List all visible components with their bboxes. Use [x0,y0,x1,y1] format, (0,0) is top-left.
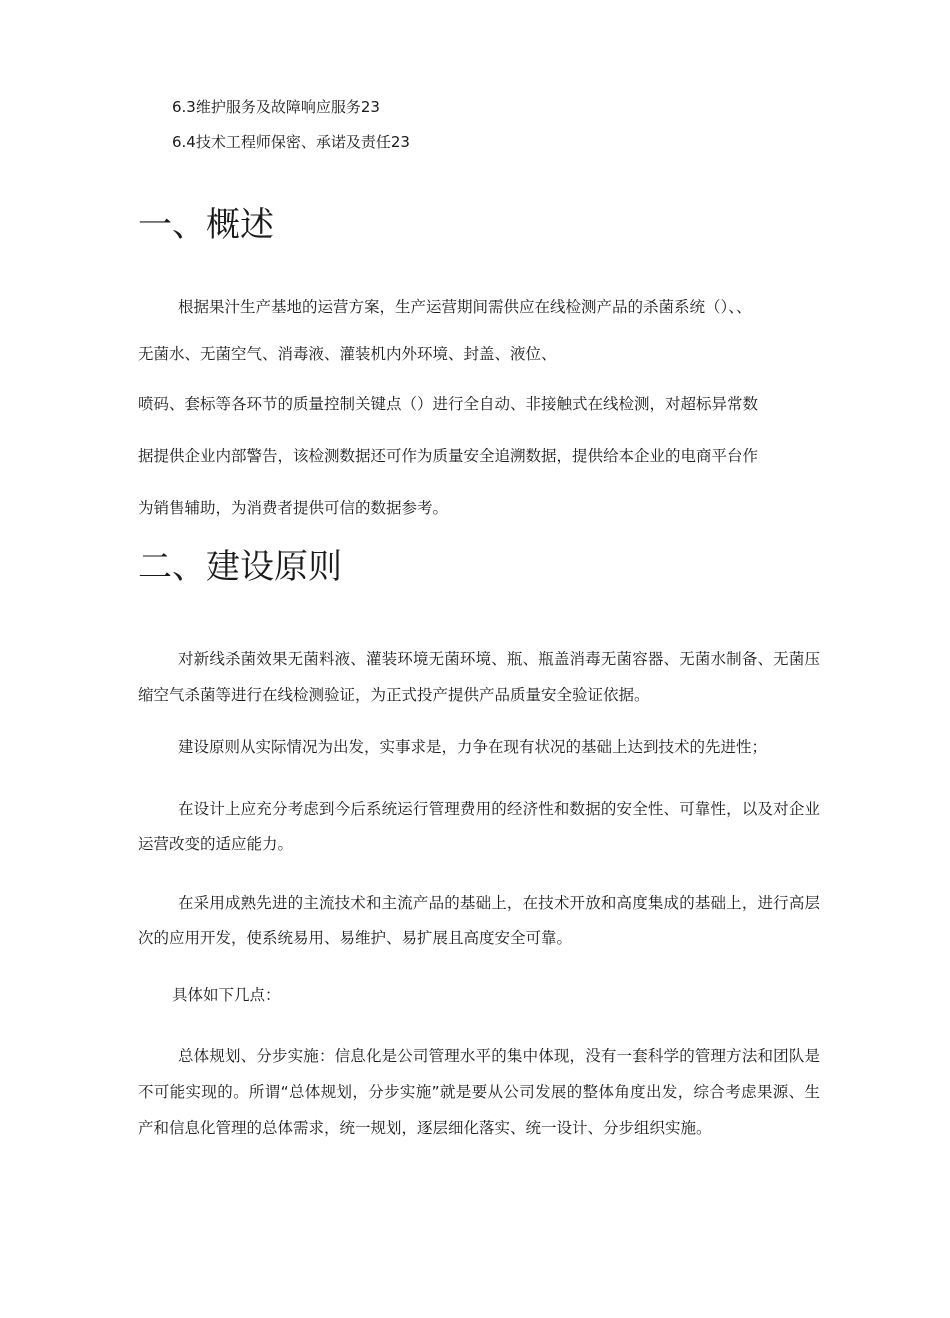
body-line: 无菌水、无菌空气、消毒液、灌装机内外环境、封盖、液位、 [138,345,557,363]
body-paragraph: 总体规划、分步实施：信息化是公司管理水平的集中体现，没有一套科学的管理方法和团队是不可能实现的。所谓“总体规划，分步实施”就是要从公司发展的整体角度出发，综合考虑果源、生产和信息化管理的总体需求，统一规划，逐层细化落实、统一设计、分步组织实施。 [138,1047,820,1137]
body-paragraph: 具体如下几点： [172,986,281,1004]
toc-item: 6.3维护服务及故障响应服务23 [172,98,380,116]
section-heading-overview: 一、概述 [138,205,274,245]
body-line: 为销售辅助，为消费者提供可信的数据参考。 [138,499,449,517]
section-heading-principles: 二、建设原则 [138,547,342,587]
body-paragraph: 对新线杀菌效果无菌料液、灌装环境无菌环境、瓶、瓶盖消毒无菌容器、无菌水制备、无菌压缩空气杀菌等进行在线检测验证，为正式投产提供产品质量安全验证依据。 [138,650,820,704]
body-paragraph: 在采用成熟先进的主流技术和主流产品的基础上，在技术开放和高度集成的基础上，进行高层次的应用开发，使系统易用、易维护、易扩展且高度安全可靠。 [138,894,820,947]
body-line: 据提供企业内部警告，该检测数据还可作为质量安全追溯数据，提供给本企业的电商平台作 [138,447,759,465]
body-line: 根据果汁生产基地的运营方案，生产运营期间需供应在线检测产品的杀菌系统（）、、 [178,298,752,316]
body-paragraph: 建设原则从实际情况为出发，实事求是，力争在现有状况的基础上达到技术的先进性； [178,738,768,756]
body-paragraph: 在设计上应充分考虑到今后系统运行管理费用的经济性和数据的安全性、可靠性，以及对企业运营改变的适应能力。 [138,800,820,853]
toc-item: 6.4技术工程师保密、承诺及责任23 [172,133,410,151]
body-line: 喷码、套标等各环节的质量控制关键点（）进行全自动、非接触式在线检测，对超标异常数 [138,395,759,413]
